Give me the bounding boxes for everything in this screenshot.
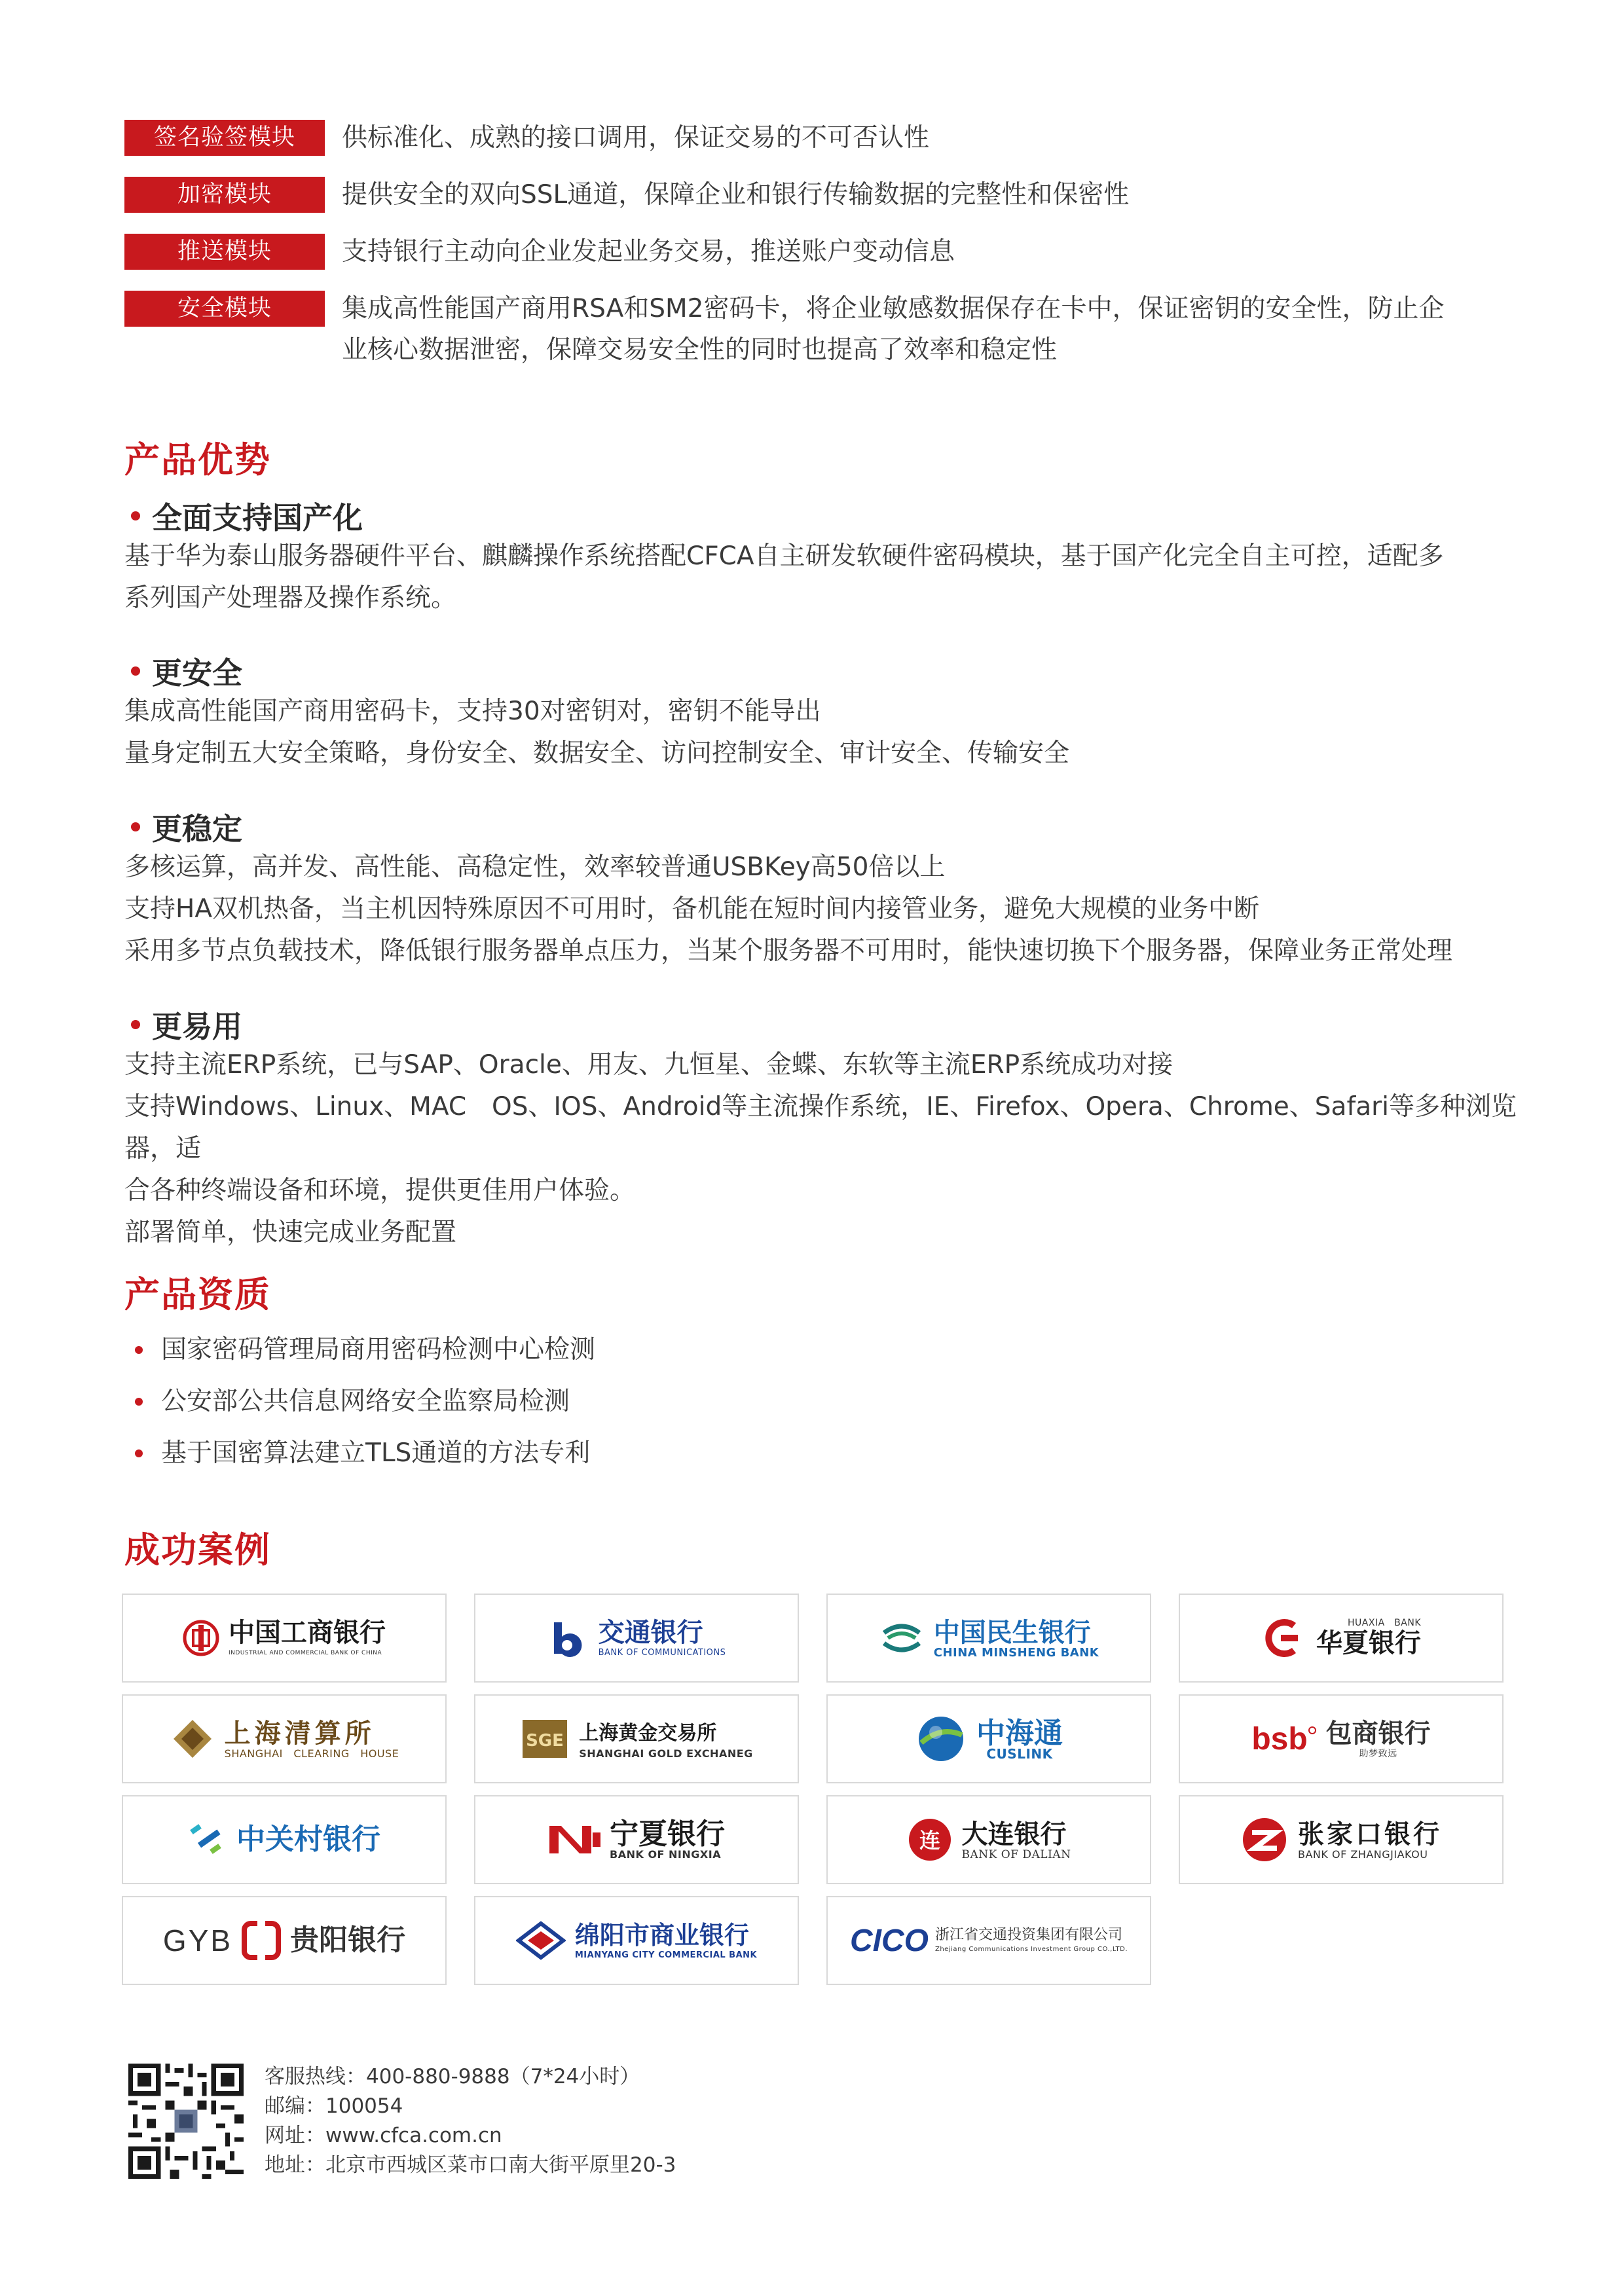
- cmbc-logo-icon: [879, 1620, 925, 1656]
- logo-en: MIANYANG CITY COMMERCIAL BANK: [574, 1950, 758, 1960]
- cases-title: 成功案例: [124, 1529, 271, 1571]
- advantage-line: 支持Windows、Linux、MAC OS、IOS、Android等主流操作系统，IE、Firefox、Opera、Chrome、Safari等多种浏览器，适: [124, 1092, 1517, 1163]
- logo-en: SHANGHAI CLEARING HOUSE: [224, 1747, 399, 1760]
- advantage-line: 支持主流ERP系统，已与SAP、Oracle、用友、九恒星、金蝶、东软等主流ERP系统成功对接: [124, 1050, 1173, 1080]
- logo-cuslink: [826, 1694, 1151, 1783]
- gyb-logo-icon: [242, 1921, 281, 1960]
- logo-my: [474, 1896, 799, 1985]
- logo-cn: 交通银行: [598, 1618, 703, 1648]
- logo-prefix: CICO: [849, 1923, 929, 1958]
- logo-cn: 上海黄金交易所: [579, 1722, 717, 1745]
- hxb-logo-icon: [1261, 1616, 1304, 1660]
- qualification-item: [124, 1376, 595, 1427]
- logo-en: SHANGHAI GOLD EXCHANEG: [579, 1747, 753, 1760]
- advantage-head-text: 更安全: [152, 655, 242, 691]
- my-logo-icon: [516, 1921, 566, 1960]
- advantage-line: 支持HA双机热备，当主机因特殊原因不可用时，备机能在短时间内接管业务，避免大规模的业务中断: [124, 894, 1260, 924]
- logo-bocom: [474, 1594, 799, 1683]
- postcode: 邮编：100054: [265, 2094, 403, 2118]
- qualification-text: 基于国密算法建立TLS通道的方法专利: [161, 1438, 591, 1468]
- module-desc-line: 集成高性能国产商用RSA和SM2密码卡，将企业敏感数据保存在卡中，保证密钥的安全性，防止企: [342, 294, 1445, 323]
- logo-gyb: [122, 1896, 447, 1985]
- advantage-line: 量身定制五大安全策略，身份安全、数据安全、访问控制安全、审计安全、传输安全: [124, 738, 1070, 768]
- logo-row: [122, 1694, 1510, 1783]
- module-desc: [342, 231, 955, 272]
- module-desc-line: 支持银行主动向企业发起业务交易，推送账户变动信息: [342, 237, 955, 266]
- advantage-block: [124, 1005, 1526, 1254]
- icbc-logo-icon: [183, 1620, 219, 1656]
- bullet-icon: [135, 1346, 143, 1354]
- logo-en: CHINA MINSHENG BANK: [933, 1646, 1099, 1660]
- logo-en: Zhejiang Communications Investment Group CO.,LTD.: [934, 1946, 1128, 1953]
- advantage-line: 集成高性能国产商用密码卡，支持30对密钥对，密钥不能导出: [124, 697, 821, 726]
- logo-en: BANK OF ZHANGJIAKOU: [1298, 1848, 1428, 1861]
- advantage-block: [124, 651, 1526, 774]
- logo-cn: 上海清算所: [224, 1718, 375, 1749]
- svg-text:SGE: SGE: [526, 1731, 564, 1751]
- logo-zjk: [1179, 1795, 1504, 1884]
- logo-en: 助梦致远: [1359, 1749, 1397, 1759]
- logo-hxb: [1179, 1594, 1504, 1683]
- advantage-line: 采用多节点负载技术，降低银行服务器单点压力，当某个服务器不可用时，能快速切换下个服务器，保障业务正常处理: [124, 936, 1453, 966]
- module-desc: [342, 174, 1129, 215]
- logo-cn: 中国工商银行: [229, 1618, 386, 1648]
- qualification-item: [124, 1427, 595, 1479]
- logo-prefix: bsb: [1251, 1721, 1308, 1757]
- logo-cn: 中海通: [976, 1717, 1063, 1750]
- address: 地址：北京市西城区菜市口南大街平原里20-3: [265, 2153, 676, 2177]
- advantage-head: [124, 807, 1526, 847]
- advantage-line: 合各种终端设备和环境，提供更佳用户体验。: [124, 1176, 636, 1205]
- advantage-line: 多核运算，高并发、高性能、高稳定性，效率较普通USBKey高50倍以上: [124, 852, 946, 882]
- advantage-head: [124, 1005, 1526, 1044]
- logo-cico: [826, 1896, 1151, 1985]
- logo-cn: 中关村银行: [236, 1823, 380, 1856]
- logo-nx: [474, 1795, 799, 1884]
- logo-cn: 张家口银行: [1298, 1819, 1442, 1850]
- hotline: 客服热线：400-880-9888（7*24小时）: [265, 2065, 640, 2088]
- cuslink-logo-icon: [915, 1713, 967, 1765]
- shch-logo-icon: [170, 1716, 215, 1762]
- qualifications-title: 产品资质: [124, 1274, 271, 1315]
- contact-info: [265, 2062, 676, 2180]
- nx-logo-icon: [548, 1823, 600, 1856]
- advantage-head-text: 更易用: [152, 1009, 242, 1044]
- bullet-icon: [131, 666, 140, 676]
- logo-zgc: [122, 1795, 447, 1884]
- logo-cn: 绵阳市商业银行: [574, 1921, 749, 1950]
- module-desc-line: 提供安全的双向SSL通道，保障企业和银行传输数据的完整性和保密性: [342, 180, 1130, 210]
- bullet-icon: [135, 1449, 143, 1457]
- module-row: [124, 291, 1513, 371]
- zgc-logo-icon: [188, 1821, 227, 1858]
- bullet-icon: [135, 1398, 143, 1406]
- dl-logo-icon: [907, 1817, 953, 1863]
- footer: [128, 2064, 676, 2180]
- svg-text:连: 连: [919, 1828, 940, 1853]
- qualification-text: 公安部公共信息网络安全监察局检测: [161, 1387, 570, 1416]
- advantage-head-text: 全面支持国产化: [152, 500, 363, 536]
- zjk-logo-icon: [1240, 1815, 1289, 1864]
- logo-dl: [826, 1795, 1151, 1884]
- advantage-line: 系列国产处理器及操作系统。: [124, 583, 457, 613]
- logo-cn: 华夏银行: [1316, 1628, 1421, 1658]
- advantage-head: [124, 651, 1526, 691]
- logo-en: INDUSTRIAL AND COMMERCIAL BANK OF CHINA: [229, 1650, 382, 1656]
- advantage-line: 基于华为泰山服务器硬件平台、麒麟操作系统搭配CFCA自主研发软硬件密码模块，基于国产化完全自主可控，适配多: [124, 541, 1444, 571]
- logo-icbc: [122, 1594, 447, 1683]
- logo-sge: [474, 1694, 799, 1783]
- logo-en: BANK OF DALIAN: [961, 1848, 1071, 1861]
- logo-cn: 大连银行: [961, 1819, 1067, 1850]
- logo-row: [122, 1795, 1510, 1884]
- advantage-block: [124, 807, 1526, 972]
- logo-bsb: [1179, 1694, 1504, 1783]
- qr-code-icon: [128, 2064, 244, 2179]
- qualification-list: [124, 1324, 595, 1479]
- module-row: [124, 177, 1513, 215]
- logo-en: BANK OF COMMUNICATIONS: [598, 1648, 726, 1658]
- advantages-title: 产品优势: [124, 439, 271, 481]
- sge-logo-icon: [520, 1716, 570, 1762]
- logo-en: HUAXIA BANK: [1348, 1618, 1421, 1628]
- logo-cn: 宁夏银行: [610, 1817, 725, 1851]
- logo-shch: [122, 1694, 447, 1783]
- advantage-head: [124, 496, 1526, 536]
- qualification-item: [124, 1324, 595, 1376]
- module-tag: 签名验签模块: [124, 120, 325, 156]
- module-desc-line: 业核心数据泄密，保障交易安全性的同时也提高了效率和稳定性: [342, 335, 1058, 365]
- module-desc-line: 供标准化、成熟的接口调用，保证交易的不可否认性: [342, 123, 930, 153]
- logo-cn: 中国民生银行: [933, 1618, 1091, 1648]
- logo-prefix: GYB: [162, 1923, 233, 1958]
- bullet-icon: [131, 822, 140, 831]
- bullet-icon: [131, 1020, 140, 1029]
- module-tag: 安全模块: [124, 291, 325, 327]
- module-tag: 推送模块: [124, 234, 325, 270]
- qualification-text: 国家密码管理局商用密码检测中心检测: [161, 1335, 596, 1364]
- logo-row: [122, 1594, 1510, 1683]
- bullet-icon: [131, 511, 140, 520]
- module-list: [124, 120, 1513, 389]
- logo-en: BANK OF NINGXIA: [610, 1848, 722, 1861]
- logo-cmbc: [826, 1594, 1151, 1683]
- module-row: [124, 234, 1513, 272]
- module-desc: [342, 117, 929, 158]
- advantage-head-text: 更稳定: [152, 811, 242, 847]
- module-row: [124, 120, 1513, 158]
- logo-cn: 包商银行: [1325, 1719, 1431, 1749]
- logo-row: [122, 1896, 1510, 1985]
- module-tag: 加密模块: [124, 177, 325, 213]
- logo-cn: 浙江省交通投资集团有限公司: [934, 1927, 1122, 1943]
- bsb-dot-icon: [1308, 1726, 1317, 1735]
- bocom-logo-icon: [547, 1617, 589, 1659]
- advantage-block: [124, 496, 1526, 619]
- website-link[interactable]: 网址：www.cfca.com.cn: [265, 2124, 502, 2147]
- module-desc: [342, 288, 1444, 371]
- logo-cn: 贵阳银行: [290, 1923, 406, 1957]
- logo-grid: [122, 1594, 1510, 1997]
- advantage-line: 部署简单，快速完成业务配置: [124, 1218, 457, 1247]
- logo-en: CUSLINK: [986, 1746, 1053, 1762]
